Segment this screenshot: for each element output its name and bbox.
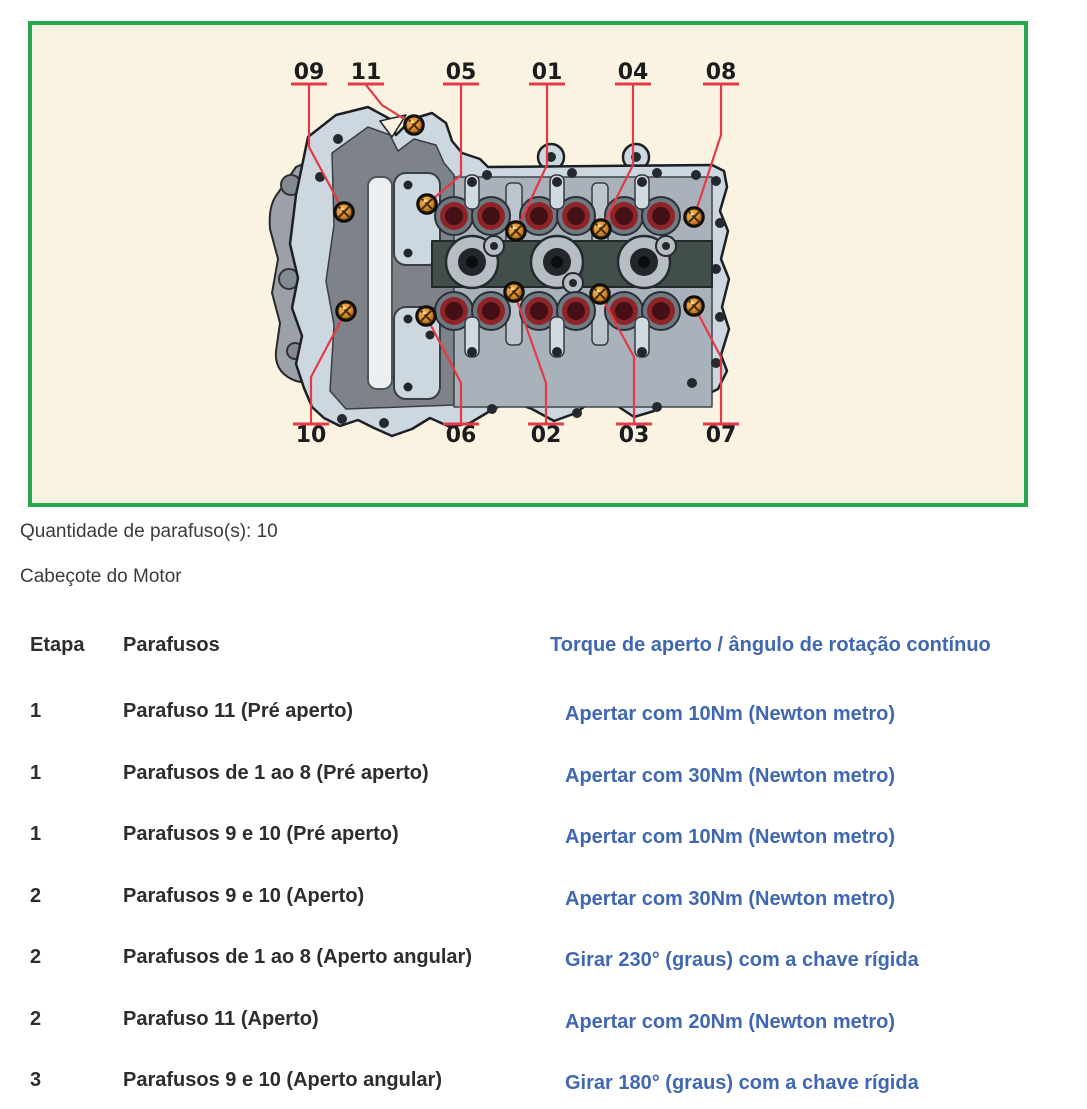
parafusos-cell: Parafusos de 1 ao 8 (Pré aperto) bbox=[123, 761, 429, 784]
svg-text:06: 06 bbox=[445, 423, 477, 448]
bolt-08 bbox=[684, 207, 704, 227]
svg-text:08: 08 bbox=[705, 60, 737, 85]
svg-text:04: 04 bbox=[617, 60, 649, 85]
svg-text:09: 09 bbox=[293, 60, 325, 85]
svg-text:02: 02 bbox=[530, 423, 562, 448]
header-etapa: Etapa bbox=[30, 634, 85, 656]
bolt-06 bbox=[416, 306, 436, 326]
etapa-cell: 3 bbox=[30, 1069, 42, 1091]
etapa-cell: 1 bbox=[30, 700, 42, 722]
spec-row-1 bbox=[30, 700, 1065, 762]
header-torque: Torque de aperto / ângulo de rotação contínuo bbox=[550, 634, 991, 656]
etapa-cell: 2 bbox=[30, 1007, 42, 1030]
engine-art bbox=[270, 107, 729, 436]
etapa-cell: 2 bbox=[30, 884, 42, 907]
bolt-01 bbox=[506, 221, 526, 241]
parafusos-cell: Parafusos 9 e 10 (Pré aperto) bbox=[123, 823, 399, 845]
parafusos-cell: Parafuso 11 (Pré aperto) bbox=[123, 700, 354, 722]
etapa-cell: 2 bbox=[30, 946, 42, 968]
etapa-cell: 1 bbox=[30, 823, 42, 845]
torque-cell: Apertar com 30Nm (Newton metro) bbox=[565, 887, 896, 910]
spec-row-6 bbox=[30, 1008, 1065, 1070]
bolt-10 bbox=[336, 301, 356, 321]
bolt-11 bbox=[404, 115, 424, 135]
torque-cell: Apertar com 30Nm (Newton metro) bbox=[565, 764, 896, 787]
parafusos-cell: Parafusos 9 e 10 (Aperto angular) bbox=[123, 1069, 442, 1091]
parafusos-cell: Parafusos de 1 ao 8 (Aperto angular) bbox=[123, 946, 472, 968]
header-parafusos: Parafusos bbox=[123, 634, 220, 656]
svg-text:11: 11 bbox=[350, 60, 382, 85]
cylinder-head-diagram bbox=[32, 25, 1024, 503]
spec-row-5 bbox=[30, 946, 1065, 1008]
table-header bbox=[30, 634, 1065, 700]
torque-cell: Apertar com 10Nm (Newton metro) bbox=[565, 826, 896, 848]
svg-text:07: 07 bbox=[705, 423, 737, 448]
diagram-panel bbox=[28, 21, 1028, 507]
svg-text:10: 10 bbox=[295, 423, 327, 448]
torque-cell: Girar 230° (graus) com a chave rígida bbox=[565, 949, 919, 971]
parafusos-cell: Parafusos 9 e 10 (Aperto) bbox=[123, 884, 365, 907]
torque-cell: Girar 180° (graus) com a chave rígida bbox=[565, 1072, 919, 1094]
torque-cell: Apertar com 20Nm (Newton metro) bbox=[565, 1010, 896, 1033]
svg-text:01: 01 bbox=[531, 60, 563, 85]
bolt-04 bbox=[591, 219, 611, 239]
spec-row-3 bbox=[30, 823, 1065, 885]
etapa-cell: 1 bbox=[30, 761, 42, 784]
bolt-09 bbox=[334, 202, 354, 222]
spec-row-4 bbox=[30, 885, 1065, 947]
svg-text:03: 03 bbox=[618, 423, 650, 448]
bolt-quantity-text: Quantidade de parafuso(s): 10 bbox=[20, 521, 278, 542]
bolt-02 bbox=[504, 282, 524, 302]
spec-row-7 bbox=[30, 1069, 1065, 1109]
bolt-05 bbox=[417, 194, 437, 214]
torque-spec-table bbox=[30, 634, 1065, 1109]
torque-cell: Apertar com 10Nm (Newton metro) bbox=[565, 703, 896, 725]
spec-row-2 bbox=[30, 762, 1065, 824]
component-title: Cabeçote do Motor bbox=[20, 566, 182, 587]
bolt-07 bbox=[684, 296, 704, 316]
parafusos-cell: Parafuso 11 (Aperto) bbox=[123, 1007, 319, 1030]
table-body bbox=[30, 700, 1065, 1109]
bolt-03 bbox=[590, 284, 610, 304]
svg-text:05: 05 bbox=[445, 60, 477, 85]
